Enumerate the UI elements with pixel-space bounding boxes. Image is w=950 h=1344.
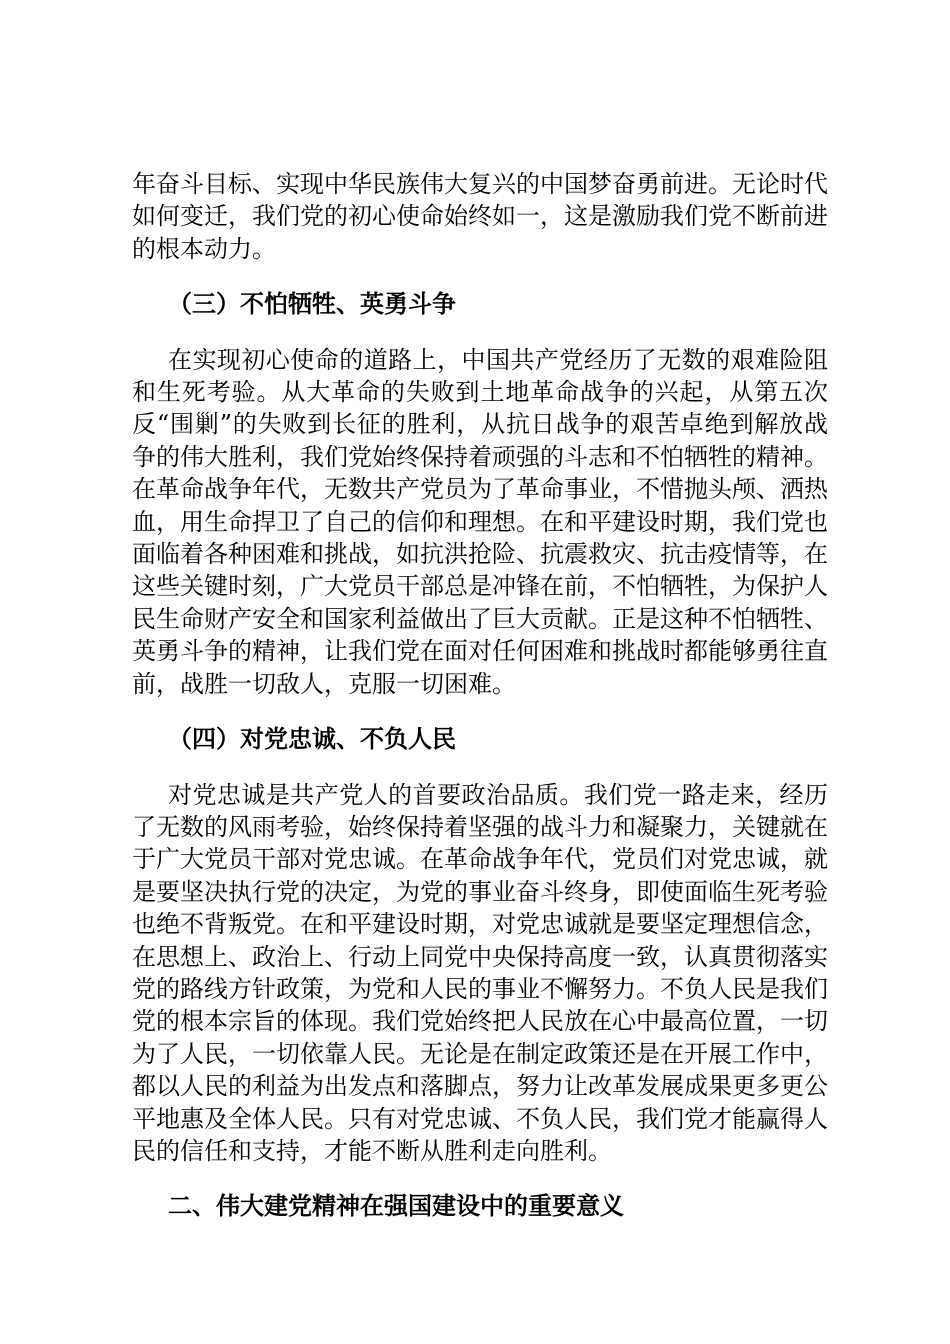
section-heading-3: （三）不怕牺牲、英勇斗争 — [168, 290, 456, 319]
paragraph-section-4: 对党忠诚是共产党人的首要政治品质。我们党一路走来，经历了无数的风雨考验，始终保持着坚强的战斗力和凝聚力，关键就在于广大党员干部对党忠诚。在革命战争年代，党员们对党忠诚，就是要坚决执行党的决定，为党的事业奋斗终身，即使面临生死考验也绝不背叛党。在和平建设时期，对党忠诚就是要坚定理想信念，在思想上、政治上、行动上同党中央保持高度一致，认真贯彻落实党的路线方针政策，为党和人民的事业不懈努力。不负人民是我们党的根本宗旨的体现。我们党始终把人民放在心中最高位置，一切为了人民，一切依靠人民。无论是在制定政策还是在开展工作中，都以人民的利益为出发点和落脚点，努力让改革发展成果更多更公平地惠及全体人民。只有对党忠诚、不负人民，我们党才能赢得人民的信任和支持，才能不断从胜利走向胜利。 — [132, 780, 828, 1165]
paragraph-section-3: 在实现初心使命的道路上，中国共产党经历了无数的艰难险阻和生死考验。从大革命的失败到土地革命战争的兴起，从第五次反“围剿”的失败到长征的胜利，从抗日战争的艰苦卓绝到解放战争的伟大胜利，我们党始终保持着顽强的斗志和不怕牺牲的精神。在革命战争年代，无数共产党员为了革命事业，不惜抛头颅、洒热血，用生命捍卫了自己的信仰和理想。在和平建设时期，我们党也面临着各种困难和挑战，如抗洪抢险、抗震救灾、抗击疫情等，在这些关键时刻，广大党员干部总是冲锋在前，不怕牺牲，为保护人民生命财产安全和国家利益做出了巨大贡献。正是这种不怕牺牲、英勇斗争的精神，让我们党在面对任何困难和挑战时都能够勇往直前，战胜一切敌人，克服一切困难。 — [132, 345, 828, 698]
section-heading-4: （四）对党忠诚、不负人民 — [168, 725, 456, 754]
document-page — [132, 168, 828, 1223]
chapter-heading-2: 二、伟大建党精神在强国建设中的重要意义 — [168, 1192, 624, 1221]
paragraph-continuation: 年奋斗目标、实现中华民族伟大复兴的中国梦奋勇前进。无论时代如何变迁，我们党的初心使命始终如一，这是激励我们党不断前进的根本动力。 — [132, 170, 828, 263]
